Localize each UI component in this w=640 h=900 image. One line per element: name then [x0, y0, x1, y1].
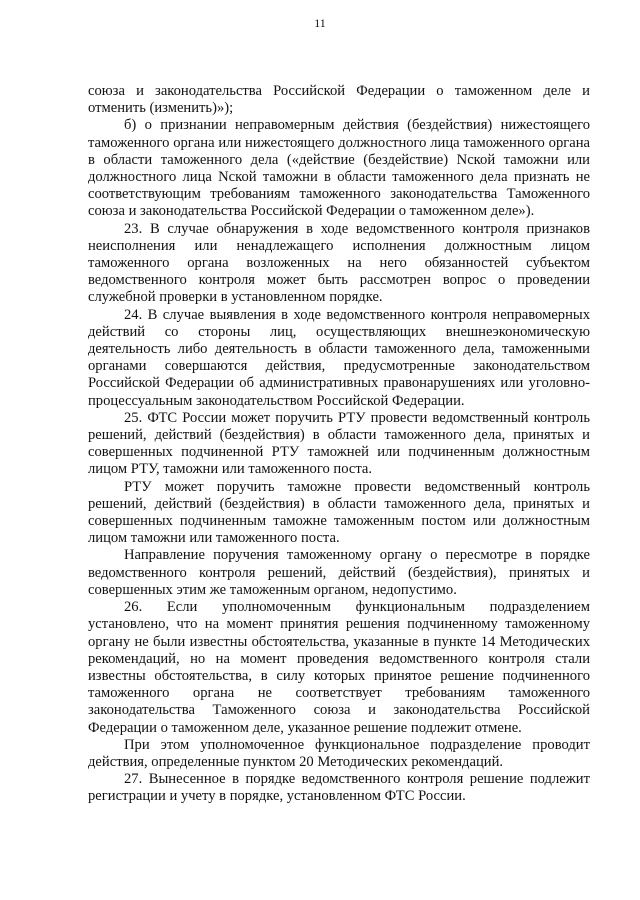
- document-body: [88, 83, 590, 806]
- paragraph-23: 23. В случае обнаружения в ходе ведомственного контроля признаков неисполнения или ненадлежащего исполнения должностным лицом таможенного органа возложенных на него обязанностей субъектом ведомственного контроля может быть рассмотрен вопрос о проведении служебной проверки в установленном порядке.: [88, 220, 590, 306]
- paragraph-26-actions: При этом уполномоченное функциональное подразделение проводит действия, определенные пунктом 20 Методических рекомендаций.: [88, 736, 590, 770]
- paragraph-25-rtu: РТУ может поручить таможне провести ведомственный контроль решений, действий (бездействия) в области таможенного дела, принятых и совершенных подчиненным таможне таможенным постом или должностным лицом таможни или таможенного поста.: [88, 478, 590, 547]
- paragraph-22b: б) о признании неправомерным действия (бездействия) нижестоящего таможенного органа или нижестоящего должностного лица таможенного органа в области таможенного дела («действие (бездействие) Nской таможни или должностного лица Nской таможни в области таможенного дела признать не соответствующим требованиям таможенного законодательства Таможенного союза и законодательства Российской Федерации о таможенном деле»).: [88, 117, 590, 220]
- paragraph-continuation: союза и законодательства Российской Федерации о таможенном деле и отменить (изменить)»);: [88, 83, 590, 117]
- page-number: 11: [314, 16, 326, 30]
- paragraph-25-direction: Направление поручения таможенному органу о пересмотре в порядке ведомственного контроля решений, действий (бездействия), принятых и совершенных этим же таможенным органом, недопустимо.: [88, 547, 590, 598]
- paragraph-26: 26. Если уполномоченным функциональным подразделением установлено, что на момент принятия решения подчиненному таможенному органу не были известны обстоятельства, указанные в пункте 14 Методических рекомендаций, но на момент проведения ведомственного контроля стали известны обстоятельства, в силу которых принятое решение подчиненного таможенного органа не соответствует требованиям таможенного законодательства Таможенного союза и законодательства Российской Федерации о таможенном деле, указанное решение подлежит отмене.: [88, 599, 590, 736]
- paragraph-25: 25. ФТС России может поручить РТУ провести ведомственный контроль решений, действий (бездействия) в области таможенного дела, принятых и совершенных подчиненной РТУ таможней или подчиненным должностным лицом РТУ, таможни или таможенного поста.: [88, 409, 590, 478]
- paragraph-27: 27. Вынесенное в порядке ведомственного контроля решение подлежит регистрации и учету в порядке, установленном ФТС России.: [88, 771, 590, 805]
- paragraph-24: 24. В случае выявления в ходе ведомственного контроля неправомерных действий со стороны лиц, осуществляющих внешнеэкономическую деятельность либо деятельность в области таможенного дела, таможенными органами совершаются действия, предусмотренные законодательством Российской Федерации об административных правонарушениях или уголовно-процессуальным законодательством Российской Федерации.: [88, 306, 590, 409]
